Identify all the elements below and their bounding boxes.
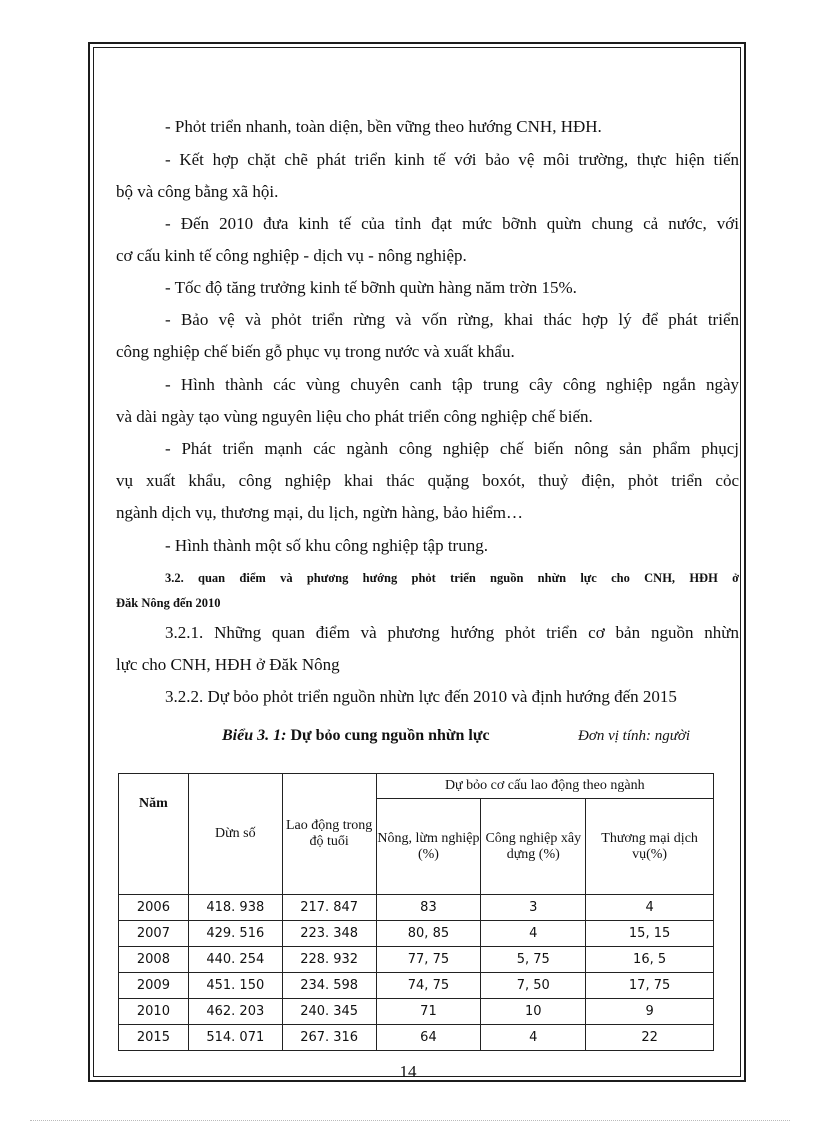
subsection-321-cont: lực cho CNH, HĐH ở Đăk Nông bbox=[116, 655, 340, 674]
cell-industry: 10 bbox=[481, 999, 586, 1025]
subsection-321: 3.2.1. Những quan điểm và phương hướng phỏt triển cơ bản nguồn nhừn bbox=[165, 623, 739, 642]
cell-service: 17, 75 bbox=[586, 973, 714, 999]
paragraph: - Bảo vệ và phỏt triển rừng và vốn rừng, khai thác hợp lý để phát triển bbox=[165, 310, 739, 329]
cell-industry: 4 bbox=[481, 1025, 586, 1051]
cell-labor: 234. 598 bbox=[282, 973, 376, 999]
table-row bbox=[119, 895, 714, 921]
section-heading: 3.2. quan điểm và phương hướng phỏt triển nguồn nhừn lực cho CNH, HĐH ở bbox=[165, 571, 739, 585]
paragraph: - Kết hợp chặt chẽ phát triển kinh tế với bảo vệ môi trường, thực hiện tiến bbox=[165, 150, 739, 169]
cell-service: 22 bbox=[586, 1025, 714, 1051]
footer-divider bbox=[30, 1120, 790, 1121]
cell-labor: 223. 348 bbox=[282, 921, 376, 947]
cell-population: 514. 071 bbox=[188, 1025, 282, 1051]
cell-agri: 64 bbox=[376, 1025, 481, 1051]
paragraph: - Hình thành các vùng chuyên canh tập trung cây công nghiệp ngắn ngày bbox=[165, 375, 739, 394]
cell-service: 15, 15 bbox=[586, 921, 714, 947]
cell-population: 440. 254 bbox=[188, 947, 282, 973]
paragraph: cơ cấu kinh tế công nghiệp - dịch vụ - nông nghiệp. bbox=[116, 246, 467, 265]
table-row bbox=[119, 1025, 714, 1051]
header-industry: Công nghiệp xây dựng (%) bbox=[481, 799, 586, 895]
subsection-322: 3.2.2. Dự bỏo phỏt triển nguồn nhừn lực đến 2010 và định hướng đến 2015 bbox=[165, 687, 677, 706]
cell-year: 2008 bbox=[119, 947, 189, 973]
cell-industry: 4 bbox=[481, 921, 586, 947]
cell-agri: 83 bbox=[376, 895, 481, 921]
paragraph: - Đến 2010 đưa kinh tế của tỉnh đạt mức bỡnh quừn chung cả nước, với bbox=[165, 214, 739, 233]
cell-labor: 267. 316 bbox=[282, 1025, 376, 1051]
header-population: Dừn số bbox=[188, 774, 282, 895]
header-service: Thương mại dịch vụ(%) bbox=[586, 799, 714, 895]
cell-year: 2009 bbox=[119, 973, 189, 999]
table-row bbox=[119, 947, 714, 973]
cell-labor: 240. 345 bbox=[282, 999, 376, 1025]
cell-labor: 228. 932 bbox=[282, 947, 376, 973]
cell-agri: 74, 75 bbox=[376, 973, 481, 999]
header-year: Năm bbox=[119, 774, 189, 895]
paragraph: ngành dịch vụ, thương mại, du lịch, ngừn hàng, bảo hiểm… bbox=[116, 503, 524, 522]
paragraph: - Hình thành một số khu công nghiệp tập trung. bbox=[165, 536, 488, 555]
cell-service: 9 bbox=[586, 999, 714, 1025]
table-row bbox=[119, 973, 714, 999]
paragraph: công nghiệp chế biến gỗ phục vụ trong nước và xuất khẩu. bbox=[116, 342, 515, 361]
paragraph: vụ xuất khẩu, công nghiệp khai thác quặng boxót, thuỷ điện, phỏt triển cỏc bbox=[116, 471, 739, 490]
cell-service: 4 bbox=[586, 895, 714, 921]
paragraph: - Phát triển mạnh các ngành công nghiệp chế biến nông sản phẩm phụcj bbox=[165, 439, 739, 458]
table-caption bbox=[222, 727, 490, 745]
cell-year: 2007 bbox=[119, 921, 189, 947]
table-unit: Đơn vị tính: người bbox=[578, 728, 691, 744]
cell-industry: 7, 50 bbox=[481, 973, 586, 999]
cell-industry: 5, 75 bbox=[481, 947, 586, 973]
cell-agri: 71 bbox=[376, 999, 481, 1025]
cell-year: 2006 bbox=[119, 895, 189, 921]
cell-agri: 77, 75 bbox=[376, 947, 481, 973]
cell-labor: 217. 847 bbox=[282, 895, 376, 921]
table-caption-title: Dự bỏo cung nguồn nhừn lực bbox=[290, 727, 490, 744]
section-heading-cont: Đăk Nông đến 2010 bbox=[116, 596, 221, 610]
table-row bbox=[119, 999, 714, 1025]
paragraph: - Phỏt triển nhanh, toàn diện, bền vững theo hướng CNH, HĐH. bbox=[165, 117, 602, 136]
table-row bbox=[119, 921, 714, 947]
cell-industry: 3 bbox=[481, 895, 586, 921]
table-caption-label: Biểu 3. 1: bbox=[222, 727, 287, 744]
cell-population: 451. 150 bbox=[188, 973, 282, 999]
paragraph: và dài ngày tạo vùng nguyên liệu cho phát triển công nghiệp chế biến. bbox=[116, 407, 593, 426]
header-agri: Nông, lừm nghiệp (%) bbox=[376, 799, 481, 895]
page-number: 14 bbox=[399, 1062, 417, 1081]
paragraph: bộ và công bằng xã hội. bbox=[116, 182, 279, 201]
paragraph: - Tốc độ tăng trưởng kinh tế bỡnh quừn hàng năm trờn 15%. bbox=[165, 278, 577, 297]
cell-population: 462. 203 bbox=[188, 999, 282, 1025]
header-labor-age: Lao động trong độ tuổi bbox=[282, 774, 376, 895]
cell-year: 2010 bbox=[119, 999, 189, 1025]
cell-agri: 80, 85 bbox=[376, 921, 481, 947]
cell-population: 429. 516 bbox=[188, 921, 282, 947]
cell-service: 16, 5 bbox=[586, 947, 714, 973]
cell-year: 2015 bbox=[119, 1025, 189, 1051]
header-forecast-group: Dự bỏo cơ cấu lao động theo ngành bbox=[376, 774, 713, 799]
cell-population: 418. 938 bbox=[188, 895, 282, 921]
forecast-table bbox=[118, 773, 714, 1051]
